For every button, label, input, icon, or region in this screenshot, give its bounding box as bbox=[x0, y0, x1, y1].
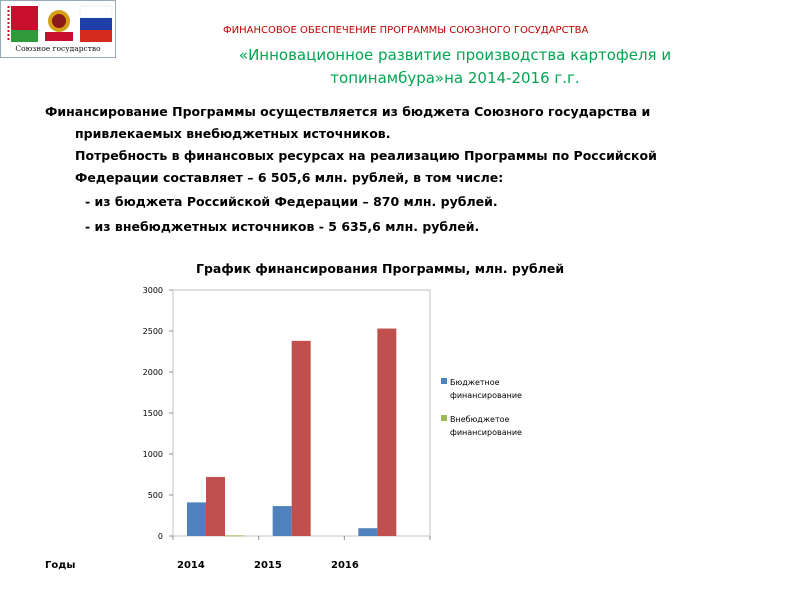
logo-caption: Союзное государство bbox=[15, 44, 101, 53]
year-label-2016: 2016 bbox=[331, 560, 359, 571]
bar-2014-series-1 bbox=[187, 502, 206, 536]
funding-paragraph-2: Потребность в финансовых ресурсах на реализацию Программы по Российской Федерации составляет – 6 505,6 млн. рублей, в том числе: bbox=[75, 148, 657, 185]
bar-2015-series-2 bbox=[292, 341, 311, 536]
y-tick-label-500: 500 bbox=[147, 491, 163, 500]
section-kicker: ФИНАНСОВОЕ ОБЕСПЕЧЕНИЕ ПРОГРАММЫ СОЮЗНОГО ГОСУДАРСТВА bbox=[223, 25, 589, 36]
funding-bullet-2: - из внебюджетных источников - 5 635,6 млн. рублей. bbox=[85, 219, 480, 234]
legend-swatch-budget bbox=[441, 378, 447, 384]
y-tick-label-1500: 1500 bbox=[142, 409, 163, 418]
bar-2016-series-2 bbox=[377, 329, 396, 536]
legend-item-budget bbox=[441, 376, 551, 402]
legend-item-extrabudget bbox=[441, 413, 551, 439]
bar-2015-series-1 bbox=[273, 506, 292, 536]
legend-label-budget-line1: Бюджетное bbox=[450, 378, 500, 387]
funding-bullet-1: - из бюджета Российской Федерации – 870 млн. рублей. bbox=[85, 194, 498, 209]
x-axis-label: Годы bbox=[45, 560, 76, 571]
legend-label-extrabudget-line1: Внебюджетое bbox=[450, 415, 510, 424]
funding-paragraph-1: Финансирование Программы осуществляется из бюджета Союзного государства и привлекаемых внебюджетных источников. bbox=[45, 104, 651, 141]
legend-label-extrabudget-line2: финансирование bbox=[450, 428, 522, 437]
y-tick-label-2500: 2500 bbox=[142, 327, 163, 336]
title-line-2: топинамбура»на 2014-2016 г.г. bbox=[330, 69, 580, 87]
y-tick-label-2000: 2000 bbox=[142, 368, 163, 377]
title-line-1: «Инновационное развитие производства картофеля и bbox=[238, 46, 672, 64]
bar-2014-series-2 bbox=[206, 477, 225, 536]
legend-swatch-extrabudget bbox=[441, 415, 447, 421]
y-tick-label-0: 0 bbox=[157, 532, 163, 541]
year-label-2015: 2015 bbox=[254, 560, 282, 571]
chart-title: График финансирования Программы, млн. рублей bbox=[196, 261, 565, 276]
y-tick-label-1000: 1000 bbox=[142, 450, 163, 459]
year-label-2014: 2014 bbox=[177, 560, 205, 571]
legend-label-budget-line2: финансирование bbox=[450, 391, 522, 400]
bar-2016-series-1 bbox=[358, 528, 377, 536]
bar-2014-series-3 bbox=[225, 535, 244, 536]
y-tick-label-3000: 3000 bbox=[142, 286, 163, 295]
